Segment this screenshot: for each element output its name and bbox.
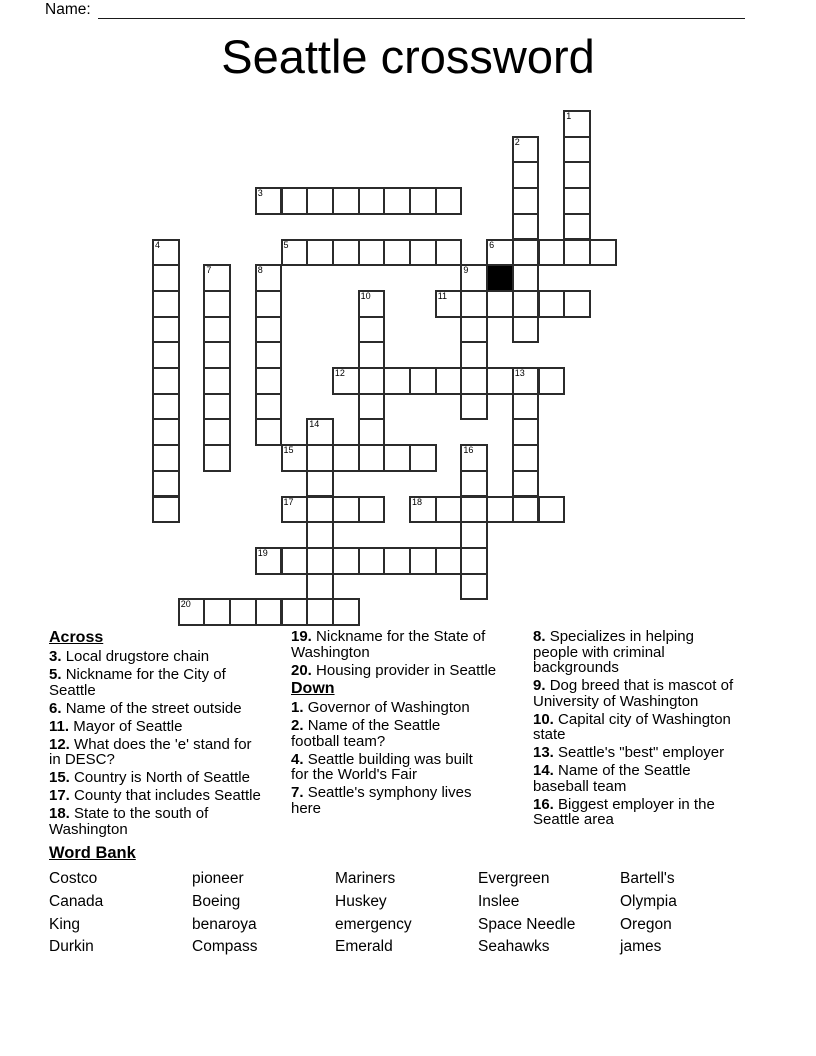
clue-column-2 (291, 629, 531, 819)
name-label: Name: (45, 1, 91, 18)
clue-text-line: 6. Name of the street outside (49, 699, 242, 717)
grid-cell[interactable] (512, 264, 540, 292)
clue-item (533, 745, 769, 761)
clue-number: 14. (533, 762, 559, 780)
grid-cell[interactable] (203, 393, 231, 421)
clue-item (291, 752, 531, 783)
grid-cell[interactable] (152, 264, 180, 292)
clue-number: 6. (49, 699, 66, 717)
word-bank (49, 845, 779, 959)
grid-cell[interactable] (383, 547, 411, 575)
clue-text-line: 12. What does the 'e' stand for (49, 735, 252, 753)
grid-cell[interactable] (563, 187, 591, 215)
grid-cell[interactable] (435, 290, 463, 318)
grid-cell[interactable] (486, 239, 514, 267)
clue-text-line: in DESC? (49, 751, 115, 769)
grid-cell[interactable] (512, 444, 540, 472)
grid-cell[interactable] (306, 187, 334, 215)
grid-cell[interactable] (512, 316, 540, 344)
clue-text-line: 13. Seattle's "best" employer (533, 744, 725, 762)
grid-cell[interactable] (358, 444, 386, 472)
grid-cell[interactable] (255, 393, 283, 421)
clue-number: 3. (49, 648, 66, 665)
clue-text-line: 16. Biggest employer in the (533, 795, 715, 813)
grid-cell[interactable] (152, 496, 180, 524)
grid-cell[interactable] (306, 239, 334, 267)
clue-number: 11. (49, 717, 74, 735)
clue-text-line: 7. Seattle's symphony lives (291, 784, 472, 802)
word-bank-word: King (49, 915, 81, 933)
clue-number: 7. (291, 784, 308, 802)
cell-number: 5 (283, 239, 289, 250)
grid-cell[interactable] (383, 367, 411, 395)
clue-column-3 (533, 629, 769, 830)
word-bank-word: Boeing (192, 892, 241, 910)
grid-cell[interactable] (512, 496, 540, 524)
grid-cell[interactable] (383, 239, 411, 267)
grid-cell[interactable] (306, 418, 334, 446)
grid-cell[interactable] (306, 521, 334, 549)
word-bank-word: Mariners (335, 870, 396, 887)
clue-text-line: 14. Name of the Seattle (533, 762, 691, 780)
grid-cell[interactable] (383, 187, 411, 215)
word-bank-word: emergency (335, 915, 412, 933)
grid-cell[interactable] (306, 598, 334, 626)
grid-cell[interactable] (178, 598, 206, 626)
grid-cell[interactable] (358, 393, 386, 421)
grid-cell[interactable] (358, 547, 386, 575)
black-cell (486, 264, 514, 292)
word-bank-word: pioneer (192, 870, 244, 887)
clue-number: 18. (49, 805, 75, 823)
grid-cell[interactable] (512, 470, 540, 498)
grid-cell[interactable] (563, 161, 591, 189)
grid-cell[interactable] (512, 290, 540, 318)
grid-cell[interactable] (460, 470, 488, 498)
grid-cell[interactable] (306, 470, 334, 498)
word-bank-word: Durkin (49, 938, 94, 956)
grid-cell[interactable] (460, 521, 488, 549)
clue-text-line: Seattle (49, 681, 96, 699)
clue-item (49, 701, 291, 717)
clue-number: 4. (291, 750, 308, 768)
grid-cell[interactable] (409, 367, 437, 395)
clue-item (533, 678, 769, 709)
clue-text-line: Washington (291, 643, 370, 661)
grid-cell[interactable] (306, 444, 334, 472)
grid-cell[interactable] (435, 547, 463, 575)
grid-cell[interactable] (152, 470, 180, 498)
word-bank-word: Oregon (620, 915, 672, 933)
grid-cell[interactable] (203, 418, 231, 446)
grid-cell[interactable] (358, 239, 386, 267)
grid-cell[interactable] (563, 136, 591, 164)
grid-cell[interactable] (281, 444, 309, 472)
clue-number: 10. (533, 710, 559, 728)
clue-text-line: 9. Dog breed that is mascot of (533, 677, 734, 695)
grid-cell[interactable] (460, 341, 488, 369)
clue-number: 15. (49, 769, 75, 787)
word-bank-word: james (620, 938, 662, 956)
clue-number: 16. (533, 795, 559, 813)
grid-cell[interactable] (281, 547, 309, 575)
grid-cell[interactable] (538, 496, 566, 524)
grid-cell[interactable] (358, 187, 386, 215)
clue-item (533, 712, 769, 743)
grid-cell[interactable] (203, 367, 231, 395)
grid-cell[interactable] (512, 418, 540, 446)
word-bank-word: Inslee (478, 892, 520, 910)
word-bank-word: Space Needle (478, 915, 576, 933)
grid-cell[interactable] (460, 496, 488, 524)
grid-cell[interactable] (486, 367, 514, 395)
grid-cell[interactable] (358, 496, 386, 524)
clue-item (49, 649, 291, 665)
grid-cell[interactable] (563, 213, 591, 241)
clue-number: 20. (291, 661, 317, 679)
clue-item (291, 785, 531, 816)
grid-cell[interactable] (306, 496, 334, 524)
clues-header-across: Across (49, 628, 104, 646)
clue-item (533, 629, 769, 676)
grid-cell[interactable] (563, 239, 591, 267)
clue-text-line: 4. Seattle building was built (291, 750, 473, 768)
grid-cell[interactable] (486, 496, 514, 524)
clue-number: 19. (291, 628, 317, 645)
clue-text-line: baseball team (533, 777, 627, 795)
word-bank-word: Huskey (335, 892, 387, 910)
grid-cell[interactable] (409, 444, 437, 472)
clue-number: 12. (49, 735, 75, 753)
clue-text-line: for the World's Fair (291, 766, 417, 784)
cell-number: 17 (283, 496, 294, 507)
cell-number: 10 (360, 290, 371, 301)
word-bank-word: Canada (49, 892, 104, 910)
clue-text-line: state (533, 726, 566, 744)
word-bank-word: Compass (192, 938, 258, 956)
cell-number: 7 (206, 265, 212, 276)
grid-cell[interactable] (358, 316, 386, 344)
clue-item (291, 629, 531, 660)
grid-cell[interactable] (589, 239, 617, 267)
clue-number: 2. (291, 717, 308, 735)
clue-item (49, 737, 291, 768)
grid-cell[interactable] (486, 290, 514, 318)
grid-cell[interactable] (460, 547, 488, 575)
grid-cell[interactable] (152, 444, 180, 472)
clue-item (49, 667, 291, 698)
grid-cell[interactable] (409, 239, 437, 267)
grid-cell[interactable] (563, 290, 591, 318)
grid-cell[interactable] (460, 316, 488, 344)
clue-item (291, 718, 531, 749)
grid-cell[interactable] (255, 418, 283, 446)
grid-cell[interactable] (358, 418, 386, 446)
cell-number: 9 (463, 265, 469, 276)
clues-header-down: Down (291, 679, 335, 697)
word-bank-word: Emerald (335, 938, 393, 956)
clue-text-line: here (291, 799, 322, 817)
grid-cell[interactable] (203, 444, 231, 472)
clue-text-line: 8. Specializes in helping (533, 628, 694, 645)
clue-number: 13. (533, 744, 559, 762)
grid-cell[interactable] (203, 341, 231, 369)
grid-cell[interactable] (332, 367, 360, 395)
grid-cell[interactable] (152, 393, 180, 421)
grid-cell[interactable] (255, 341, 283, 369)
grid-cell[interactable] (512, 161, 540, 189)
grid-cell[interactable] (358, 367, 386, 395)
grid-cell[interactable] (460, 290, 488, 318)
grid-cell[interactable] (512, 136, 540, 164)
grid-cell[interactable] (512, 239, 540, 267)
grid-cell[interactable] (203, 290, 231, 318)
grid-cell[interactable] (358, 341, 386, 369)
word-bank-words (49, 868, 779, 959)
cell-number: 4 (155, 239, 161, 250)
grid-cell[interactable] (383, 444, 411, 472)
clue-text-line: 3. Local drugstore chain (49, 648, 210, 665)
clue-number: 1. (291, 699, 308, 717)
cell-number: 3 (257, 188, 263, 199)
grid-cell[interactable] (255, 187, 283, 215)
grid-cell[interactable] (203, 264, 231, 292)
cell-number: 15 (283, 445, 294, 456)
clue-column-1 (49, 629, 291, 840)
grid-cell[interactable] (152, 290, 180, 318)
grid-cell[interactable] (409, 496, 437, 524)
grid-cell[interactable] (332, 444, 360, 472)
grid-cell[interactable] (255, 598, 283, 626)
grid-cell[interactable] (435, 239, 463, 267)
clue-number: 5. (49, 665, 66, 683)
clue-text-line: backgrounds (533, 659, 619, 677)
clue-text-line: 11. Mayor of Seattle (49, 717, 183, 735)
grid-cell[interactable] (152, 418, 180, 446)
word-bank-word: Costco (49, 870, 98, 887)
grid-cell[interactable] (512, 393, 540, 421)
cell-number: 6 (489, 239, 495, 250)
word-bank-word: Olympia (620, 892, 677, 910)
clue-number: 17. (49, 787, 75, 805)
clue-item (49, 806, 291, 837)
clue-text-line: people with criminal (533, 643, 665, 661)
clue-text-line: University of Washington (533, 692, 699, 710)
clue-item (49, 719, 291, 735)
grid-cell[interactable] (255, 316, 283, 344)
clue-text-line: 5. Nickname for the City of (49, 665, 226, 683)
word-bank-word: benaroya (192, 915, 257, 933)
grid-cell[interactable] (512, 213, 540, 241)
grid-cell[interactable] (435, 187, 463, 215)
clue-text-line: 20. Housing provider in Seattle (291, 661, 497, 679)
grid-cell[interactable] (460, 393, 488, 421)
cell-number: 13 (514, 368, 525, 378)
grid-cell[interactable] (538, 290, 566, 318)
clue-text-line: 15. Country is North of Seattle (49, 769, 250, 787)
grid-cell[interactable] (306, 573, 334, 601)
grid-cell[interactable] (229, 598, 257, 626)
cell-number: 18 (412, 496, 423, 507)
grid-cell[interactable] (409, 547, 437, 575)
clue-text-line: 1. Governor of Washington (291, 699, 470, 717)
grid-cell[interactable] (563, 110, 591, 138)
grid-cell[interactable] (512, 187, 540, 215)
grid-cell[interactable] (435, 367, 463, 395)
grid-cell[interactable] (281, 187, 309, 215)
grid-cell[interactable] (460, 573, 488, 601)
clue-number: 8. (533, 628, 550, 645)
cell-number: 12 (334, 368, 345, 378)
clue-item (49, 770, 291, 786)
clue-item (291, 663, 531, 679)
grid-cell[interactable] (460, 264, 488, 292)
grid-cell[interactable] (332, 496, 360, 524)
grid-cell[interactable] (255, 367, 283, 395)
grid-cell[interactable] (306, 547, 334, 575)
grid-cell[interactable] (203, 598, 231, 626)
cell-number: 2 (514, 136, 520, 147)
page-title: Seattle crossword (221, 30, 595, 83)
word-bank-word: Seahawks (478, 938, 550, 956)
grid-cell[interactable] (460, 444, 488, 472)
clue-text-line: 17. County that includes Seattle (49, 787, 261, 805)
cell-number: 16 (463, 445, 474, 456)
grid-cell[interactable] (281, 239, 309, 267)
grid-cell[interactable] (255, 264, 283, 292)
grid-cell[interactable] (152, 239, 180, 267)
cell-number: 11 (437, 290, 448, 301)
grid-cell[interactable] (512, 367, 540, 395)
clue-text-line: Washington (49, 820, 128, 838)
grid-cell[interactable] (332, 187, 360, 215)
clue-text-line: 18. State to the south of (49, 805, 209, 823)
grid-cell[interactable] (332, 547, 360, 575)
grid-cell[interactable] (281, 496, 309, 524)
grid-cell[interactable] (281, 598, 309, 626)
cell-number: 14 (309, 419, 320, 430)
clue-text-line: football team? (291, 732, 386, 750)
cell-number: 1 (566, 111, 572, 121)
clue-text-line: 2. Name of the Seattle (291, 717, 441, 735)
grid-cell[interactable] (203, 316, 231, 344)
clue-text-line: 19. Nickname for the State of (291, 628, 486, 645)
clue-number: 9. (533, 677, 550, 695)
clue-text-line: 10. Capital city of Washington (533, 710, 731, 728)
grid-cell[interactable] (332, 598, 360, 626)
grid-cell[interactable] (152, 316, 180, 344)
clue-item (533, 763, 769, 794)
cell-number: 8 (257, 265, 263, 276)
word-bank-word: Bartell's (620, 870, 675, 887)
grid-cell[interactable] (152, 341, 180, 369)
clue-item (533, 797, 769, 828)
grid-cell[interactable] (255, 547, 283, 575)
clue-text-line: Seattle area (533, 811, 614, 829)
clue-item (291, 700, 531, 716)
clue-item (49, 788, 291, 804)
grid-cell[interactable] (152, 367, 180, 395)
word-bank-header: Word Bank (49, 844, 136, 862)
grid-cell[interactable] (460, 367, 488, 395)
grid-cell[interactable] (358, 290, 386, 318)
grid-cell[interactable] (332, 239, 360, 267)
word-bank-word: Evergreen (478, 870, 550, 887)
grid-cell[interactable] (538, 367, 566, 395)
grid-cell[interactable] (435, 496, 463, 524)
cell-number: 20 (180, 599, 191, 610)
grid-cell[interactable] (538, 239, 566, 267)
grid-cell[interactable] (409, 187, 437, 215)
grid-cell[interactable] (255, 290, 283, 318)
cell-number: 19 (257, 547, 268, 558)
